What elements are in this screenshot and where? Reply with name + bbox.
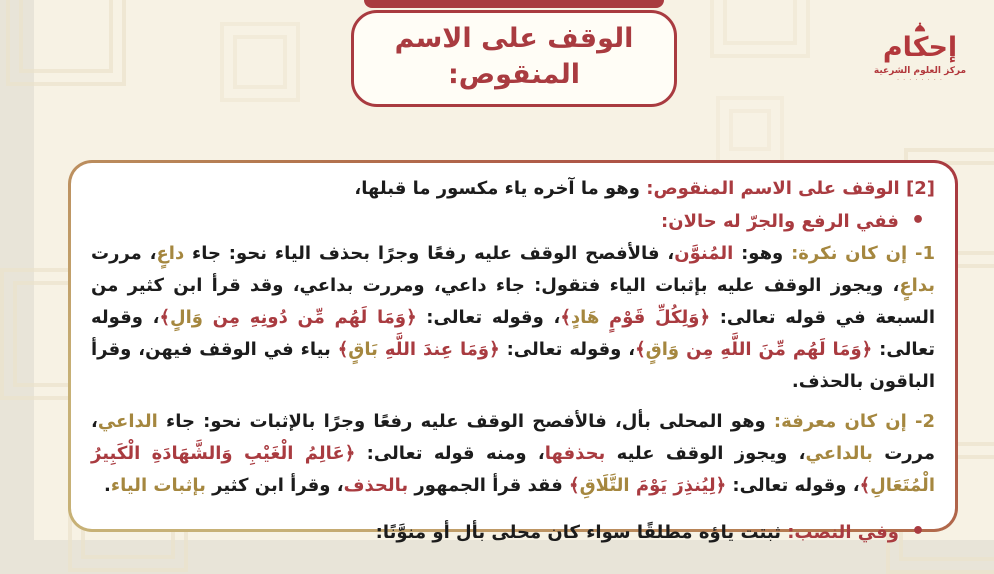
text-run: 1- إن كان نكرة: bbox=[791, 243, 935, 264]
text-run: 2- إن كان معرفة: bbox=[773, 411, 935, 432]
text-run: ﴿عَالِمُ الْغَيْبِ وَالشَّهَادَةِ الْكَبِيرُ bbox=[91, 443, 356, 464]
case2-paragraph bbox=[91, 406, 935, 502]
text-run: التَّلَاقِ bbox=[579, 475, 630, 496]
text-run: . bbox=[104, 475, 111, 496]
text-run: ﴿وَمَا لَهُم مِّن دُونِهِ مِن bbox=[203, 307, 417, 328]
text-run: بياء في الوقف فيهن، وقرأ الباقون بالحذف. bbox=[91, 339, 935, 392]
text-run: ، وقوله تعالى: bbox=[726, 475, 860, 496]
text-run: بالداعي bbox=[805, 443, 873, 464]
bullet-nasb-text bbox=[376, 517, 899, 549]
text-run: ، ويجوز الوقف عليه bbox=[605, 443, 806, 464]
text-run: ، مررت bbox=[91, 243, 157, 264]
text-run: الْمُتَعَالِ bbox=[870, 475, 935, 496]
text-run: ثبتت ياؤه مطلقًا سواء كان محلى بأل أو منوَّنًا: bbox=[375, 522, 788, 543]
text-run: ، ومنه قوله تعالى: bbox=[355, 443, 545, 464]
intro-line bbox=[91, 173, 935, 205]
text-run: ﴾ bbox=[859, 475, 871, 496]
page-title-line2: المنقوص: bbox=[448, 59, 580, 91]
text-run: ﴿وَلِكُلِّ قَوْمٍ bbox=[599, 307, 711, 328]
bullet-icon: • bbox=[910, 519, 925, 544]
background-motif bbox=[710, 0, 810, 58]
page-title-line1: الوقف على الاسم bbox=[394, 23, 634, 54]
text-run: ، فالأفصح الوقف عليه رفعًا وجرًا بحذف الياء نحو: جاء bbox=[184, 243, 675, 264]
slide bbox=[34, 0, 994, 544]
text-run: ﴿لِيُنذِرَ يَوْمَ bbox=[629, 475, 727, 496]
text-run: وهو المحلى بأل، فالأفصح الوقف عليه رفعًا وجرًا بالإثبات نحو: جاء bbox=[157, 411, 774, 432]
background-motif bbox=[6, 0, 126, 86]
background-motif bbox=[716, 96, 784, 164]
text-run: ﴿وَمَا عِندَ اللَّهِ bbox=[377, 339, 500, 360]
text-run: وفي النصب: bbox=[787, 522, 899, 543]
text-run: ، ويجوز الوقف عليه بإثبات الياء فتقول: جاء داعي، ومررت بداعي، وقد قرأ ابن كثير من السبعة في قوله تعالى: bbox=[91, 275, 936, 328]
text-run: داعٍ bbox=[156, 243, 185, 264]
bullet-cases-text bbox=[661, 206, 899, 238]
text-run: الداعي bbox=[97, 411, 158, 432]
text-run: وَالٍ bbox=[170, 307, 203, 328]
title-banner-top-strip bbox=[364, 0, 664, 8]
text-run: بالحذف bbox=[343, 475, 409, 496]
text-run: بإثبات الياء bbox=[110, 475, 206, 496]
text-run: ﴾ bbox=[159, 307, 171, 328]
text-run: ، وقرأ ابن كثير bbox=[205, 475, 344, 496]
text-run: المُنوَّن bbox=[674, 243, 734, 264]
text-run: ﴾ bbox=[569, 475, 580, 496]
text-run: ، وقوله تعالى: bbox=[416, 307, 561, 328]
text-run: ، وقوله تعالى: bbox=[499, 339, 636, 360]
content-card bbox=[68, 160, 958, 544]
text-run: وهو ما آخره ياء مكسور ما قبلها، bbox=[354, 178, 647, 199]
title-banner bbox=[351, 10, 677, 107]
text-run: هَادٍ bbox=[570, 307, 600, 328]
text-run: ، مررت bbox=[91, 411, 936, 464]
text-run: فقد قرأ الجمهور bbox=[408, 475, 570, 496]
text-run: ﴿وَمَا لَهُم مِّنَ اللَّهِ مِن bbox=[679, 339, 873, 360]
case1-paragraph bbox=[91, 238, 935, 398]
text-run: وَاقٍ bbox=[645, 339, 680, 360]
bullet-line-nasb bbox=[91, 516, 935, 549]
text-run: ﴾ bbox=[635, 339, 646, 360]
bullet-line-cases bbox=[91, 205, 935, 238]
text-run: بحذفها bbox=[544, 443, 606, 464]
text-run: ﴾ bbox=[560, 307, 571, 328]
logo-tagline: مركز العلوم الشرعية bbox=[873, 66, 967, 77]
logo-name: إحكام bbox=[882, 32, 958, 63]
text-run: وهو: bbox=[733, 243, 792, 264]
background-motif bbox=[220, 22, 300, 102]
content-card-inner bbox=[71, 163, 955, 544]
text-run: ففي الرفع والجرّ له حالان: bbox=[661, 211, 899, 232]
text-run: ﴾ bbox=[337, 339, 349, 360]
text-run: بَاقٍ bbox=[348, 339, 378, 360]
ahkam-logo bbox=[868, 22, 972, 84]
text-run: [2] الوقف على الاسم المنقوص: bbox=[646, 178, 935, 199]
logo-subline: · · · · · · · · bbox=[897, 76, 943, 85]
text-run: ، وقوله تعالى: bbox=[91, 307, 936, 360]
bullet-icon: • bbox=[910, 208, 925, 233]
text-run: بداعٍ bbox=[899, 275, 935, 296]
